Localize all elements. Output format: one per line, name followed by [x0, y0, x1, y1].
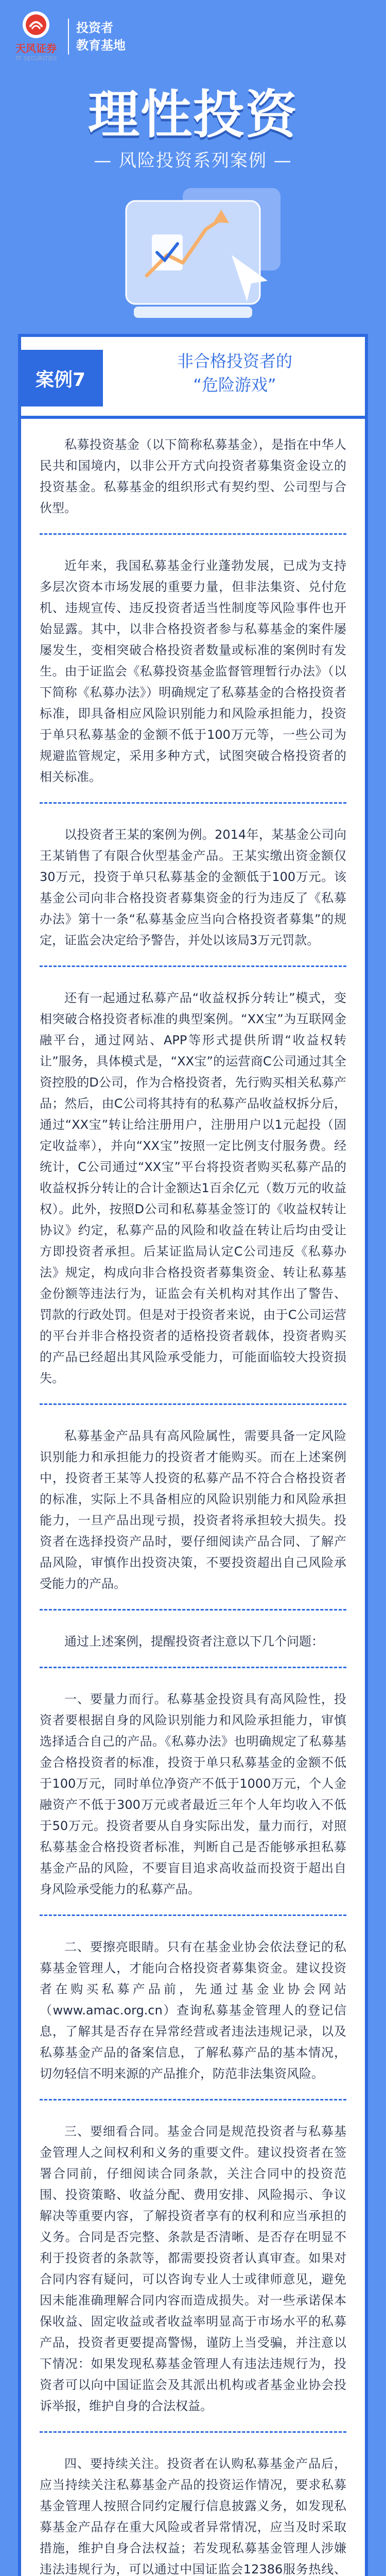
- front-card-shape: [126, 201, 260, 304]
- dashed-separator: [40, 802, 346, 804]
- brand-divider: [68, 19, 69, 55]
- case-banner: [18, 334, 368, 419]
- paragraph-case-wang: 以投资者王某的案例为例。2014年，某基金公司向王某销售了有限合伙型基金产品。王某实缴出资金额仅30万元，投资于单只私募基金的金额低于100万元。该基金公司向非合格投资者募集资金的行为违反了《私募办法》第十一条“私募基金应当向合格投资者募集”的规定，证监会决定给予警告，并处以该局3万元罚款。: [40, 827, 346, 947]
- dashed-separator: [40, 2431, 346, 2433]
- dashed-separator: [40, 1667, 346, 1668]
- investment-illustration: [106, 178, 296, 332]
- dashed-separator: [40, 1403, 346, 1405]
- brand-header: [11, 11, 126, 62]
- logo-english-name: TF SECURITIES: [15, 55, 57, 62]
- dashed-separator: [40, 1609, 346, 1611]
- paragraph-tip-2: 二、要擦亮眼睛。只有在基金业协会依法登记的私募基金管理人，才能向合格投资者募集资金。建议投资者在购买私募产品前，先通过基金业协会网站（www.amac.org.cn）查询私募基金管理人的登记信息，了解其是否存在异常经营或者违法违规记录，以及私募基金产品的备案信息，了解私募产品的基本情况，切勿轻信不明来源的产品推介，防范非法集资风险。: [40, 1940, 346, 2081]
- company-logo: [11, 11, 61, 62]
- paragraph-analysis: 私募基金产品具有高风险属性，需要具备一定风险识别能力和承担能力的投资者才能购买。而在上述案例中，投资者王某等人投资的私募产品不符合合格投资者的标准，实际上不具备相应的风险识别能力和风险承担能力，一旦产品出现亏损，投资者将承担较大损失。投资者在选择投资产品时，要仔细阅读产品合同、了解产品风险，审慎作出投资决策，不要投资超出自己风险承受能力的产品。: [40, 1429, 346, 1591]
- paragraph-reminder-intro: 通过上述案例，提醒投资者注意以下几个问题：: [64, 1634, 324, 1649]
- case-title-line-2: “危险游戏”: [193, 375, 276, 395]
- paragraph-tip-1: 一、要量力而行。私募基金投资具有高风险性，投资者要根据自身的风险识别能力和风险承担能力，审慎选择适合自己的产品。《私募办法》也明确规定了私募基金合格投资者的标准，投资于单只私募基金的金额不低于100万元，同时单位净资产不低于1000万元，个人金融资产不低于300万元或者最近三年个人年均收入不低于50万元。投资者要从自身实际出发，量力而行，对照私募基金合格投资者标准，判断自己是否能够承担私募基金产品的风险，不要盲目追求高收益而投资于超出自身风险承受能力的私募产品。: [40, 1692, 346, 1896]
- case-title: [114, 349, 356, 397]
- brand-line-2: 教育基地: [76, 38, 126, 53]
- brand-text: [76, 19, 126, 54]
- paragraph-tip-4: 四、要持续关注。投资者在认购私募基金产品后，应当持续关注私募基金产品的投资运作情况，要求私募基金管理人按照合同约定履行信息披露义务，如发现私募基金产品存在重大风险或者异常情况，应当及时采取措施，维护自身合法权益；若发现私募基金管理人涉嫌违法违规行为，可以通过中国证监会12386服务热线、: [40, 2456, 346, 2576]
- case-title-line-1: 非合格投资者的: [177, 351, 292, 371]
- paragraph-intro: 私募投资基金（以下简称私募基金），是指在中华人民共和国境内，以非公开方式向投资者募集资金设立的投资基金。私募基金的组织形式有契约型、公司型与合伙型。: [40, 437, 346, 515]
- dashed-separator: [40, 533, 346, 535]
- logo-name: 天风证券: [15, 42, 57, 55]
- dashed-separator: [40, 1914, 346, 1916]
- paragraph-background: 近年来，我国私募基金行业蓬勃发展，已成为支持多层次资本市场发展的重要力量，但非法集资、兑付危机、违规宣传、违反投资者适当性制度等风险事件也开始显露。其中，以非合格投资者参与私募基金的案件屡屡发生，变相突破合格投资者数量或标准的案例时有发生。由于证监会《私募投资基金监督管理暂行办法》（以下简称《私募办法》）明确规定了私募基金的合格投资者标准，即具备相应风险识别能力和风险承担能力，投资于单只私募基金的金额不低于100万元等，一些公司为规避监管规定，采用多种方式，试图突破合格投资者的相关标准。: [40, 558, 346, 784]
- page-subtitle: — 风险投资系列案例 —: [94, 150, 292, 171]
- article-content: [18, 419, 368, 2576]
- dashed-separator: [40, 965, 346, 967]
- dashed-separator: [40, 2099, 346, 2100]
- paragraph-case-platform: 还有一起通过私募产品“收益权拆分转让”模式，变相突破合格投资者标准的典型案例。“XX宝”为互联网金融平台，通过网站、APP等形式提供所谓“收益权转让”服务，具体模式是，“XX宝”的运营商C公司通过其全资控股的D公司，作为合格投资者，先行购买相关私募产品；然后，由C公司将其持有的私募产品收益权拆分后，通过“XX宝”转让给注册用户，注册用户以1元起投（固定收益率），并向“XX宝”按照一定比例支付服务费。经统计，C公司通过“XX宝”平台将投资者购买私募产品的收益权拆分转让的合计金额达1百余亿元（数万元的收益权）。此外，按照D公司和私募基金签订的《收益权转让协议》约定，私募产品的风险和收益在转让后均由受让方即投资者承担。后某证监局认定C公司违反《私募办法》规定，构成向非合格投资者募集资金、转让私募基金份额等违法行为，证监会有关机构对其作出了警告、罚款的行政处罚。但是对于投资者来说，由于C公司运营的平台并非合格投资者的适格投资者载体，投资者购买的产品已经超出其风险承受能力，可能面临较大投资损失。: [40, 991, 346, 1385]
- paragraph-tip-3: 三、要细看合同。基金合同是规范投资者与私募基金管理人之间权利和义务的重要文件。建议投资者在签署合同前，仔细阅读合同条款，关注合同中的投资范围、投资策略、收益分配、费用安排、风险揭示、争议解决等重要内容，了解投资者享有的权利和应当承担的义务。合同是否完整、条款是否清晰、是否存在明显不利于投资者的条款等，都需要投资者认真审查。如果对合同内容有疑问，可以咨询专业人士或律师意见，避免因未能准确理解合同内容而造成损失。对一些承诺保本保收益、固定收益或者收益率明显高于市场水平的私募产品，投资者更要提高警惕，谨防上当受骗，并注意以下情况：如果发现私募基金管理人有违法违规行为，投资者可以向中国证监会及其派出机构或者基金业协会投诉举报，维护自身的合法权益。: [40, 2124, 346, 2413]
- brand-line-1: 投资者: [76, 21, 113, 35]
- page-title: 理性投资: [88, 84, 298, 145]
- logo-mark-icon: [23, 11, 49, 38]
- case-tag: 案例7: [18, 350, 103, 406]
